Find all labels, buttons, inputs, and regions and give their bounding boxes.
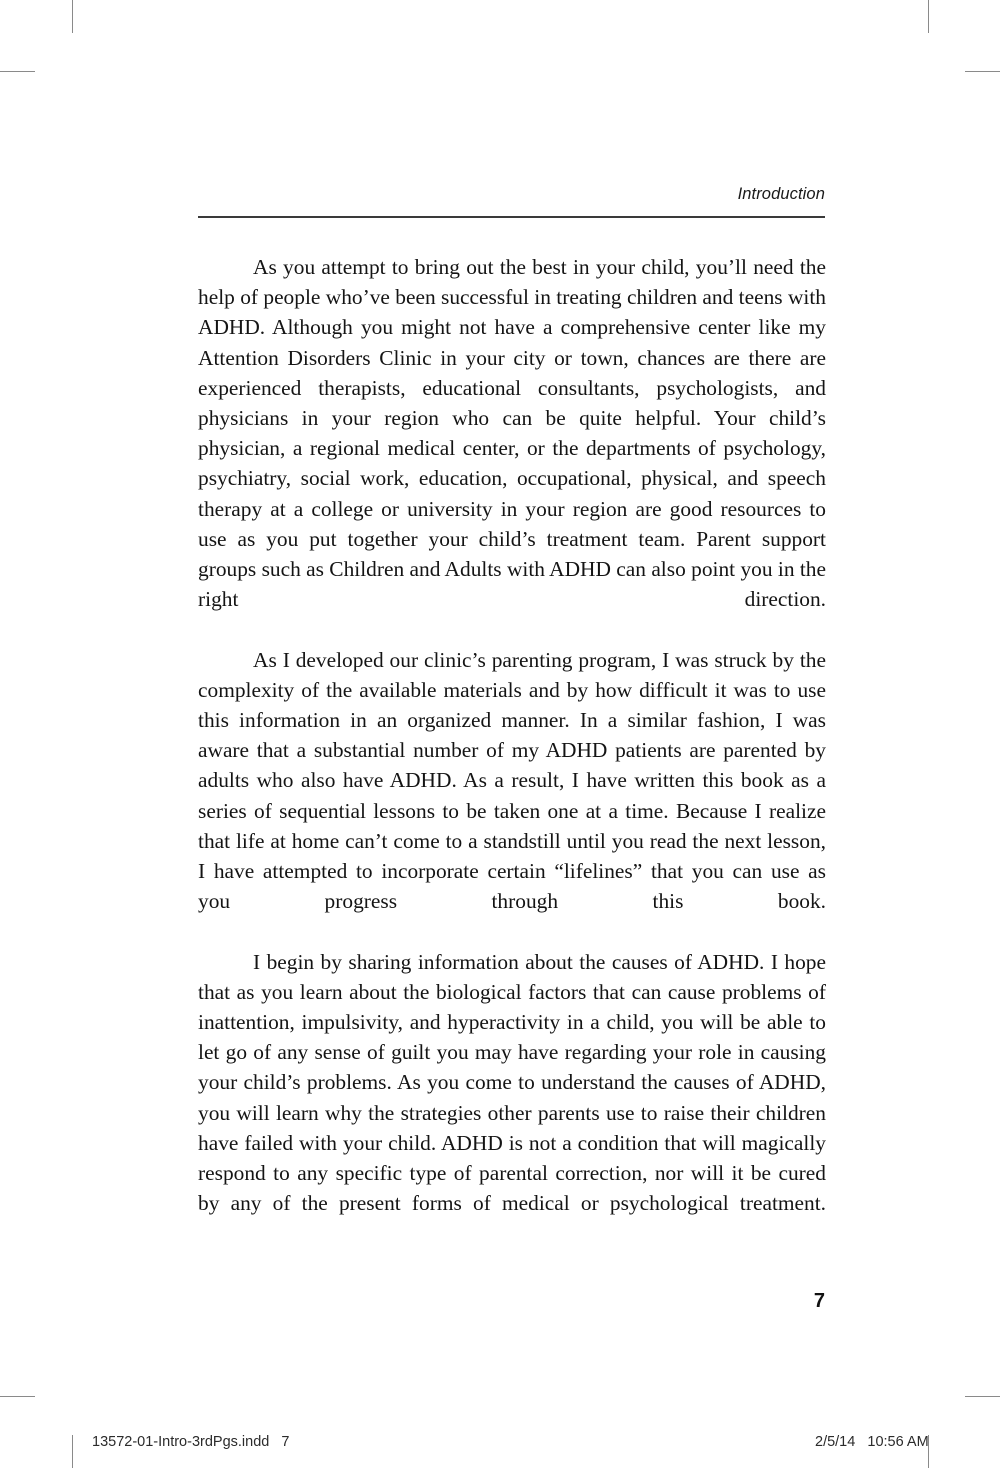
crop-mark-bottom-right-horizontal <box>965 1396 1000 1397</box>
body-paragraph: I begin by sharing information about the causes of ADHD. I hope that as you learn about the biological factors that can cause problems of inattention, impulsivity, and hyperactivity in a child, you will be able to let go of any sense of guilt you may have regarding your role in causing your child’s problems. As you come to understand the causes of ADHD, you will learn why the strategies other parents use to raise their children have failed with your child. ADHD is not a condition that will magically respond to any specific type of parental correction, nor will it be cured by any of the present forms of medical or psychological treatment. <box>198 949 826 1216</box>
body-text <box>198 252 826 1249</box>
crop-mark-top-left-vertical <box>72 0 73 33</box>
crop-mark-bottom-left-vertical <box>72 1435 73 1468</box>
crop-mark-top-right-vertical <box>928 0 929 33</box>
running-head-rule <box>198 216 825 218</box>
crop-mark-top-right-horizontal <box>965 71 1000 72</box>
body-paragraph: As you attempt to bring out the best in your child, you’ll need the help of people who’ve been successful in treating children and teens with ADHD. Although you might not have a comprehensive center like my Attention Disorders Clinic in your city or town, chances are there are experienced therapists, educational consultants, psychologists, and physicians in your region who can be quite helpful. Your child’s physician, a regional medical center, or the departments of psychology, psychiatry, social work, education, occupational, physical, and speech therapy at a college or university in your region are good resources to use as you put together your child’s treatment team. Parent support groups such as Children and Adults with ADHD can also point you in the right direction. <box>198 255 826 612</box>
body-paragraph: As I developed our clinic’s parenting program, I was struck by the complexity of the available materials and by how difficult it was to use this information in an organized manner. In a similar fashion, I was aware that a substantial number of my ADHD patients are parented by adults who also have ADHD. As a result, I have written this book as a series of sequential lessons to be taken one at a time. Because I realize that life at home can’t come to a standstill until you read the next lesson, I have attempted to incorporate certain “lifelines” that you can use as you progress through this book. <box>198 647 826 914</box>
running-head: Introduction <box>737 185 825 203</box>
page-number: 7 <box>813 1290 825 1312</box>
production-slug-timestamp: 2/5/14 10:56 AM <box>815 1434 929 1450</box>
crop-mark-top-left-horizontal <box>0 71 35 72</box>
crop-mark-bottom-left-horizontal <box>0 1396 35 1397</box>
production-slug-filename: 13572-01-Intro-3rdPgs.indd 7 <box>92 1434 290 1450</box>
